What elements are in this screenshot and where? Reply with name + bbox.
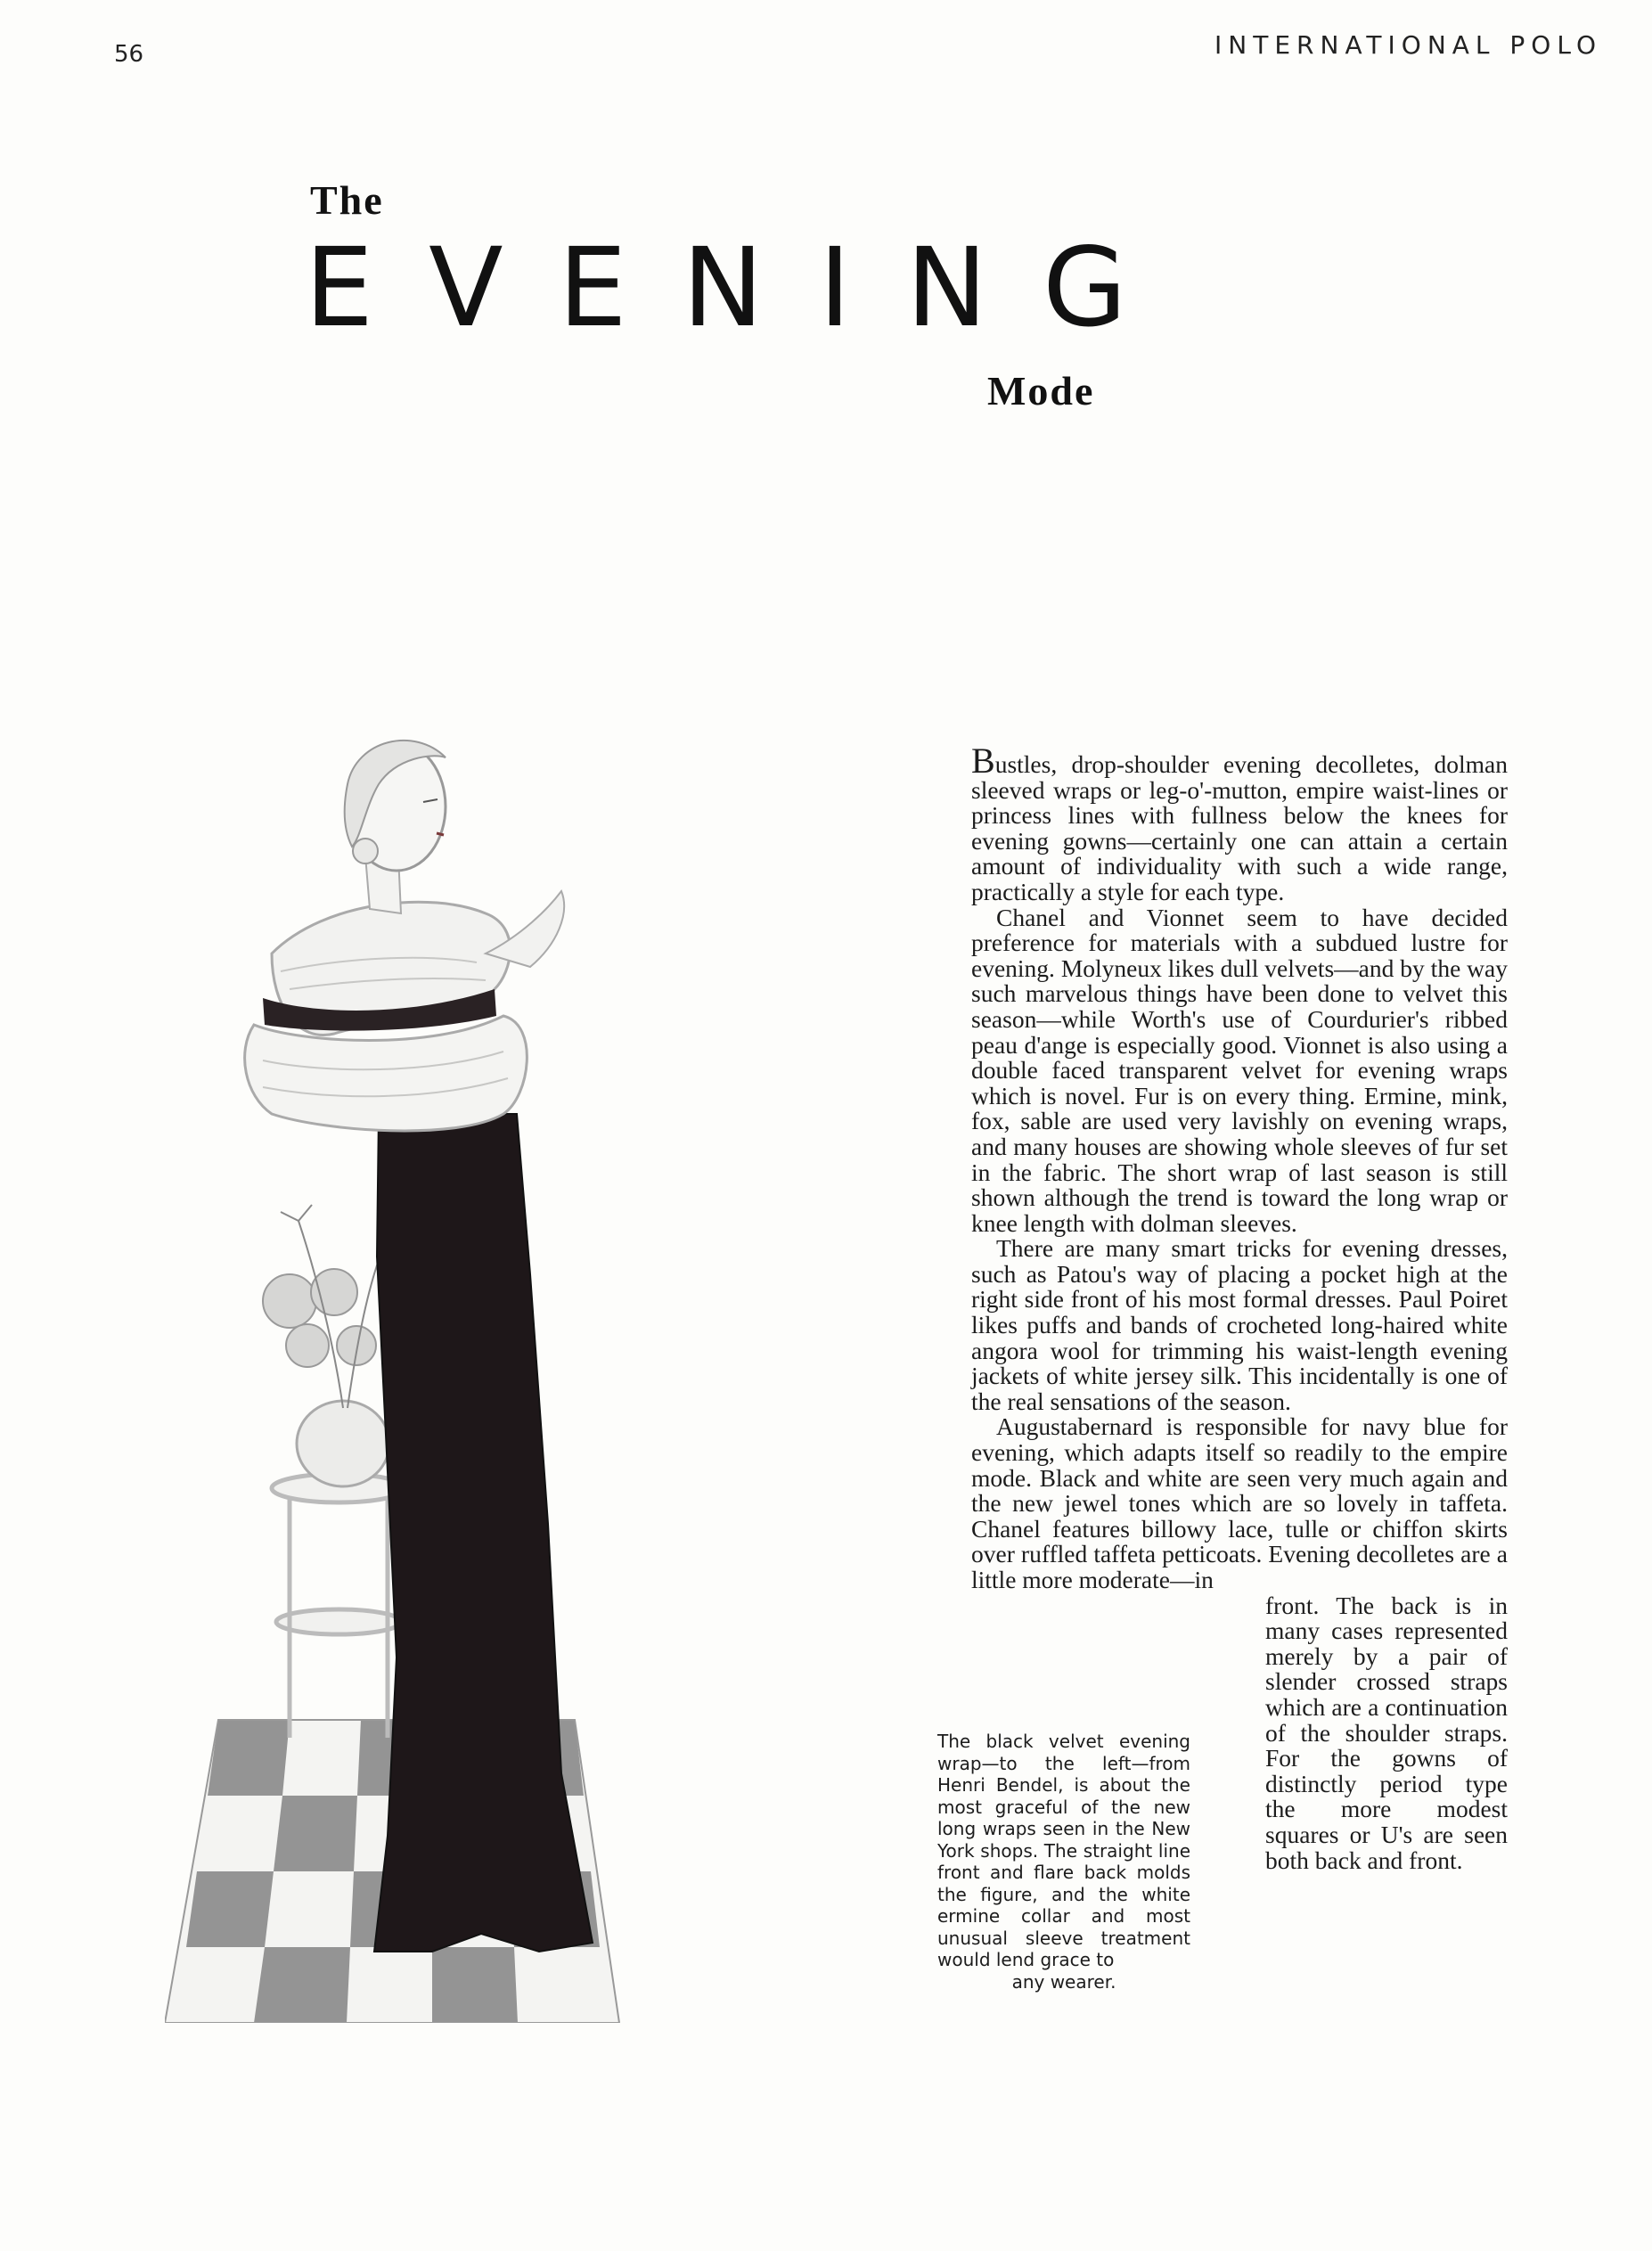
drop-initial: B	[971, 741, 995, 781]
running-head: INTERNATIONAL POLO	[1214, 30, 1602, 60]
fashion-illustration	[165, 722, 806, 2023]
image-caption	[937, 1731, 1190, 1993]
side-table-icon	[272, 1474, 405, 1738]
paragraph-text: ustles, drop-shoulder evening decolletes, dolman sleeved wraps or leg-o'-mutton, empire waist-lines or princess lines with fullness below the knees for evening gowns—certainly one can attain a certain amount of individuality with such a wide range, practically a style for each type.	[971, 750, 1508, 905]
page-number: 56	[114, 41, 144, 68]
black-gown-icon	[374, 1114, 593, 1952]
article-body	[971, 741, 1508, 1874]
figure-head-icon	[345, 741, 446, 913]
article-paragraph-3: There are many smart tricks for evening dresses, such as Patou's way of placing a pocket high at the right side front of his most formal dresses. Paul Poiret likes puffs and bands of crocheted long-haired white angora wool for trimming his waist-length evening jackets of white jersey silk. This incidentally is one of the real sensations of the season.	[971, 1234, 1508, 1415]
title-mode: Mode	[987, 368, 1095, 413]
article-paragraph-4: Augustabernard is responsible for navy blue for evening, which adapts itself so readily to the empire mode. Black and white are seen very much again and the new jewel tones which are so lovely in taffeta. Chanel features billowy lace, tulle or chiffon skirts over ruffled taffeta petticoats. Evening decolletes are a little more moderate—in	[971, 1412, 1508, 1593]
ermine-wrap-icon	[245, 891, 564, 1131]
article-paragraph-2: Chanel and Vionnet seem to have decided preference for materials with a subdued lustre for evening. Molyneux likes dull velvets—and by the way such marvelous things have been done to velvet this season—while Worth's use of Courdurier's ribbed peau d'ange is especially good. Vionnet is also using a double faced transparent velvet for evening wraps which is novel. Fur is on every thing. Ermine, mink, fox, sable are used very lavishly on evening wraps, and many houses are showing whole sleeves of fur set in the fabric. The short wrap of last season is still shown although the trend is toward the long wrap or knee length with dolman sleeves.	[971, 903, 1508, 1237]
caption-text: The black velvet evening wrap—to the left—from Henri Bendel, is about the most graceful of the new long wraps seen in the New York shops. The straight line front and flare back molds the figure, and the white ermine collar and most unusual sleeve treatment would lend grace to	[937, 1731, 1190, 1970]
article-paragraph-tail: front. The back is in many cases represented merely by a pair of slender crossed straps which are a continuation of the shoulder straps. For the gowns of distinctly period type the more modest squares or U's are seen both back and front.	[1265, 1591, 1508, 1874]
caption-last-line: any wearer.	[1011, 1970, 1116, 1993]
article-paragraph-1	[971, 741, 1508, 905]
title-evening: EVENING	[305, 225, 1182, 351]
title-the: The	[310, 177, 384, 223]
